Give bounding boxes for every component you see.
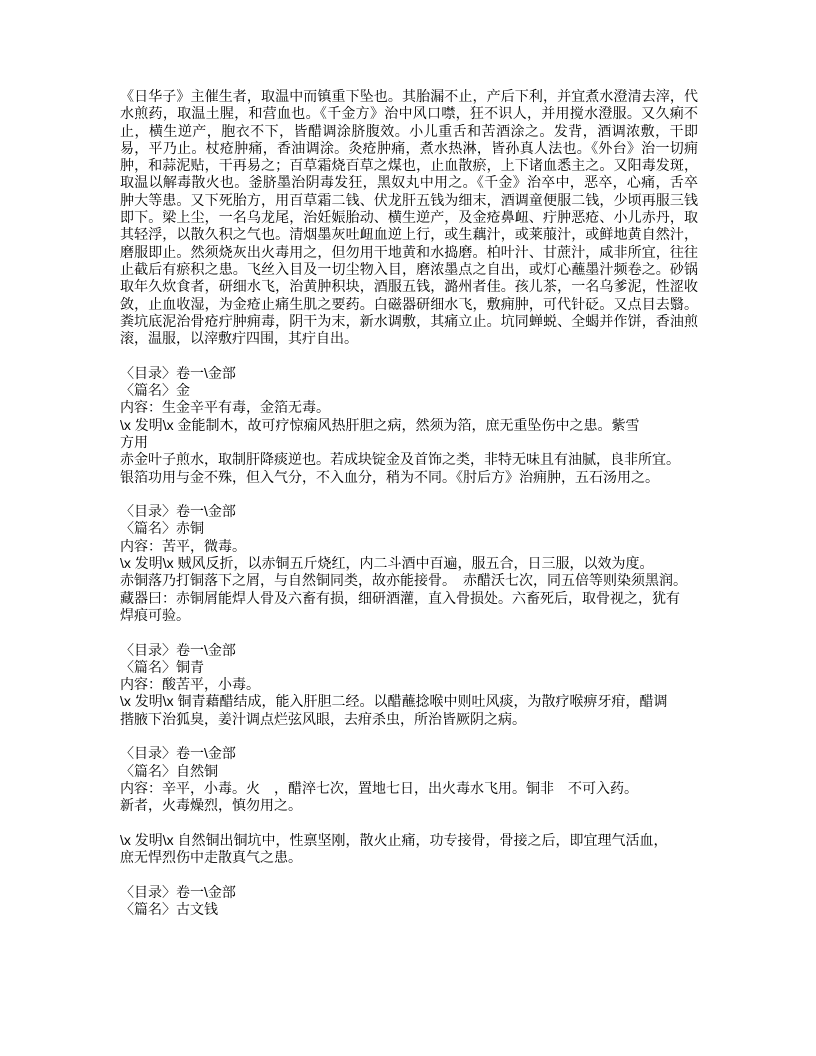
text-line: 藏器曰：赤铜屑能焊人骨及六畜有损，细研酒灌，直入骨损处。六畜死后，取骨视之，犹有	[120, 589, 680, 606]
text-line: 〈目录〉卷一\金部	[120, 641, 236, 658]
text-line: \x 发明\x 金能制木，故可疗惊痫风热肝胆之病，然须为箔，庶无重坠伤中之患。紫雪	[120, 416, 640, 433]
text-line: \x 发明\x 自然铜出铜坑中，性禀坚刚，散火止痛，功专接骨，骨接之后，即宜理气活血，	[120, 831, 668, 848]
section-guwenqian	[120, 884, 698, 919]
text-line: 〈篇名〉赤铜	[120, 520, 204, 537]
text-line: 内容：辛平，小毒。火 ，醋淬七次，置地七日，出火毒水飞用。铜非 不可入药。	[120, 779, 638, 796]
text-line: 内容：酸苦平，小毒。	[120, 676, 260, 693]
intro-paragraph: 《日华子》主催生者，取温中而镇重下坠也。其胎漏不止，产后下利，并宜煮水澄清去滓，代水煎药，取温土腥，和营血也。《千金方》治中风口噤，狂不识人，并用搅水澄服。又久痢不止，横生逆产，胞衣不下，皆醋调涂脐腹效。小儿重舌和苦酒涂之。发背，酒调浓敷，干即易，平乃止。杖疮肿痛，香油调涂。灸疮肿痛，煮水热淋，皆孙真人法也。《外台》治一切痈肿，和蒜泥贴，干再易之；百草霜烧百草之煤也，止血散瘀，上下诸血悉主之。又阳毒发斑，取温以解毒散火也。釜脐墨治阴毒发狂，黑奴丸中用之。《千金》治卒中，恶卒，心痛，舌卒肿大等患。又下死胎方，用百草霜二钱、伏龙肝五钱为细末，酒调童便服二钱，少顷再服三钱即下。梁上尘，一名乌龙尾，治妊娠胎动、横生逆产，及金疮鼻衄、疔肿恶疮、小儿赤丹，取其轻浮，以散久积之气也。清烟墨灰吐衄血逆上行，或生藕汁，或莱菔汁，或鲜地黄自然汁，磨服即止。然须烧灰出火毒用之，但勿用干地黄和水捣磨。柏叶汁、甘蔗汁，咸非所宜，往往止截后有瘀积之患。飞丝入目及一切尘物入目，磨浓墨点之自出，或灯心蘸墨汁频卷之。砂锅取年久炊食者，研细水飞，治黄肿积块，酒服五钱，潞州者佳。孩儿茶，一名乌爹泥，性涩收敛，止血收湿，为金疮止痛生肌之要药。白磁器研细水飞，敷痈肿，可代针砭。又点目去翳。粪坑底泥治骨疮疔肿痈毒，阴干为末，新水调敷，其痛立止。坑同蝉蜕、全蝎并作饼，香油煎滚，温服，以滓敷疔四围，其疔自出。	[120, 88, 698, 347]
text-line: 〈目录〉卷一\金部	[120, 883, 236, 900]
text-line: 〈篇名〉古文钱	[120, 900, 218, 917]
text-line: 〈目录〉卷一\金部	[120, 745, 236, 762]
text-line: 〈目录〉卷一\金部	[120, 503, 236, 520]
text-line	[120, 814, 698, 831]
text-line: \x 发明\x 铜青藉醋结成，能入肝胆二经。以醋蘸捻喉中则吐风痰，为散疗喉痹牙疳，醋调	[120, 693, 668, 710]
text-line: 赤铜落乃打铜落下之屑，与自然铜同类，故亦能接骨。 赤醋沃七次，同五倍等则染须黑润。	[120, 572, 687, 589]
text-line: 〈篇名〉铜青	[120, 658, 204, 675]
text-line: 赤金叶子煎水，取制肝降痰逆也。若成块锭金及首饰之类，非特无味且有油腻，良非所宜。	[120, 451, 680, 468]
text-line: 内容：生金辛平有毒，金箔无毒。	[120, 399, 330, 416]
text-line: 〈目录〉卷一\金部	[120, 364, 236, 381]
text-line: 〈篇名〉自然铜	[120, 762, 218, 779]
section-chitong	[120, 503, 698, 624]
text-line: 新者，火毒燥烈，慎勿用之。	[120, 797, 302, 814]
text-line: 揩腋下治狐臭，姜汁调点烂弦风眼，去疳杀虫，所治皆厥阴之病。	[120, 710, 526, 727]
text-line: \x 发明\x 贼风反折，以赤铜五斤烧红，内二斗酒中百遍，服五合，日三服，以效为度。	[120, 555, 654, 572]
text-line: 〈篇名〉金	[120, 382, 190, 399]
text-line: 焊痕可验。	[120, 606, 190, 623]
section-tongqing	[120, 642, 698, 728]
text-line: 方用	[120, 433, 148, 450]
text-line: 银箔功用与金不殊，但入气分，不入血分，稍为不同。《肘后方》治痈肿，五石汤用之。	[120, 468, 659, 485]
section-jin	[120, 365, 698, 486]
section-ziran-tong	[120, 745, 698, 866]
text-line: 庶无悍烈伤中走散真气之患。	[120, 849, 302, 866]
text-line: 内容：苦平，微毒。	[120, 537, 246, 554]
